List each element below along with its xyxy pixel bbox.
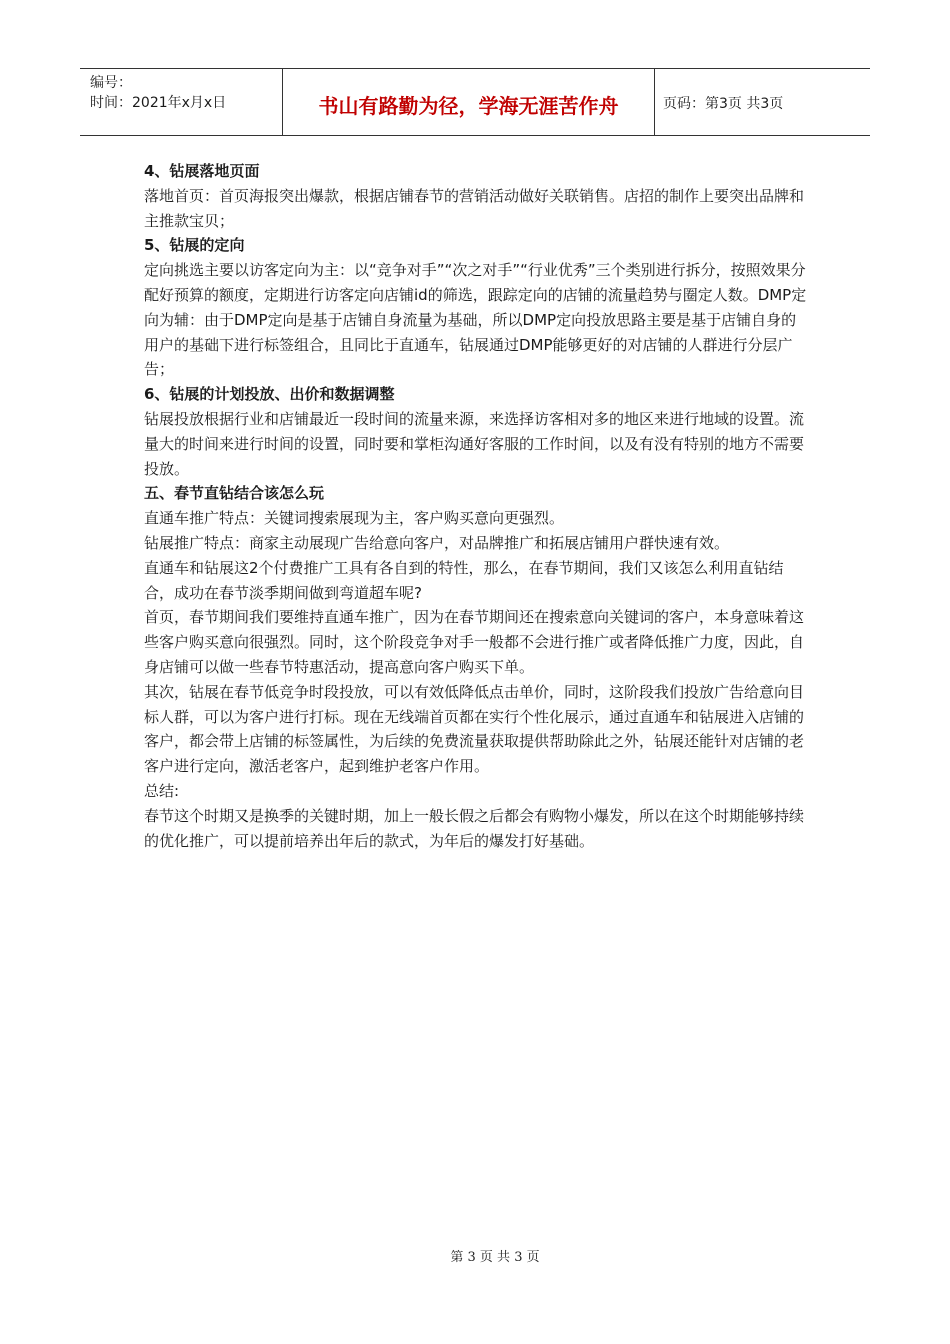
header-motto: 书山有路勤为径，学海无涯苦作舟 xyxy=(283,69,655,135)
section-heading: 6、钻展的计划投放、出价和数据调整 xyxy=(144,385,395,404)
body-paragraph: 落地首页：首页海报突出爆款，根据店铺春节的营销活动做好关联销售。店招的制作上要突出品牌和主推款宝贝； xyxy=(144,186,805,230)
body-paragraph: 钻展推广特点：商家主动展现广告给意向客户，对品牌推广和拓展店铺用户群快速有效。 xyxy=(144,533,730,552)
header-page-info: 页码：第3页 共3页 xyxy=(663,96,784,112)
date-label: 时间：2021年x月x日 xyxy=(90,95,227,111)
body-paragraph: 定向挑选主要以访客定向为主：以“竞争对手”“次之对手”“行业优秀”三个类别进行拆分，按照效果分配好预算的额度，定期进行访客定向店铺id的筛选，跟踪定向的店铺的流量趋势与圈定人数。DMP定向为辅：由于DMP定向是基于店铺自身流量为基础，所以DMP定向投放思路主要是基于店铺自身的用户的基础下进行标签组合，且同比于直通车，钻展通过DMP能够更好的对店铺的人群进行分层广告； xyxy=(144,261,807,379)
body-paragraph: 直通车和钻展这2个付费推广工具有各自到的特性，那么，在春节期间，我们又该怎么利用直钻结合，成功在春节淡季期间做到弯道超车呢? xyxy=(144,558,784,602)
page-footer: 第 3 页 共 3 页 xyxy=(450,1250,540,1265)
body-paragraph: 总结: xyxy=(144,781,180,800)
section-heading: 五、春节直钻结合该怎么玩 xyxy=(144,484,325,503)
body-paragraph: 春节这个时期又是换季的关键时期，加上一般长假之后都会有购物小爆发，所以在这个时期能够持续的优化推广，可以提前培养出年后的款式，为年后的爆发打好基础。 xyxy=(144,806,805,850)
body-paragraph: 直通车推广特点：关键词搜索展现为主，客户购买意向更强烈。 xyxy=(144,509,565,528)
body-paragraph: 首页，春节期间我们要维持直通车推广，因为在春节期间还在搜索意向关键词的客户，本身意味着这些客户购买意向很强烈。同时，这个阶段竞争对手一般都不会进行推广或者降低推广力度，因此，自身店铺可以做一些春节特惠活动，提高意向客户购买下单。 xyxy=(144,608,805,676)
body-paragraph: 其次，钻展在春节低竞争时段投放，可以有效低降低点击单价，同时，这阶段我们投放广告给意向目标人群，可以为客户进行打标。现在无线端首页都在实行个性化展示，通过直通车和钻展进入店铺的客户，都会带上店铺的标签属性，为后续的免费流量获取提供帮助除此之外，钻展还能针对店铺的老客户进行定向，激活老客户，起到维护老客户作用。 xyxy=(144,682,805,776)
document-header xyxy=(80,68,870,136)
header-meta xyxy=(80,69,283,135)
section-heading: 4、钻展落地页面 xyxy=(144,162,260,180)
document-body xyxy=(144,159,808,853)
body-paragraph: 钻展投放根据行业和店铺最近一段时间的流量来源，来选择访客相对多的地区来进行地域的设置。流量大的时间来进行时间的设置，同时要和掌柜沟通好客服的工作时间，以及有没有特别的地方不需要投放。 xyxy=(144,409,805,478)
section-heading: 5、钻展的定向 xyxy=(144,236,245,255)
number-label: 编号： xyxy=(90,75,132,91)
